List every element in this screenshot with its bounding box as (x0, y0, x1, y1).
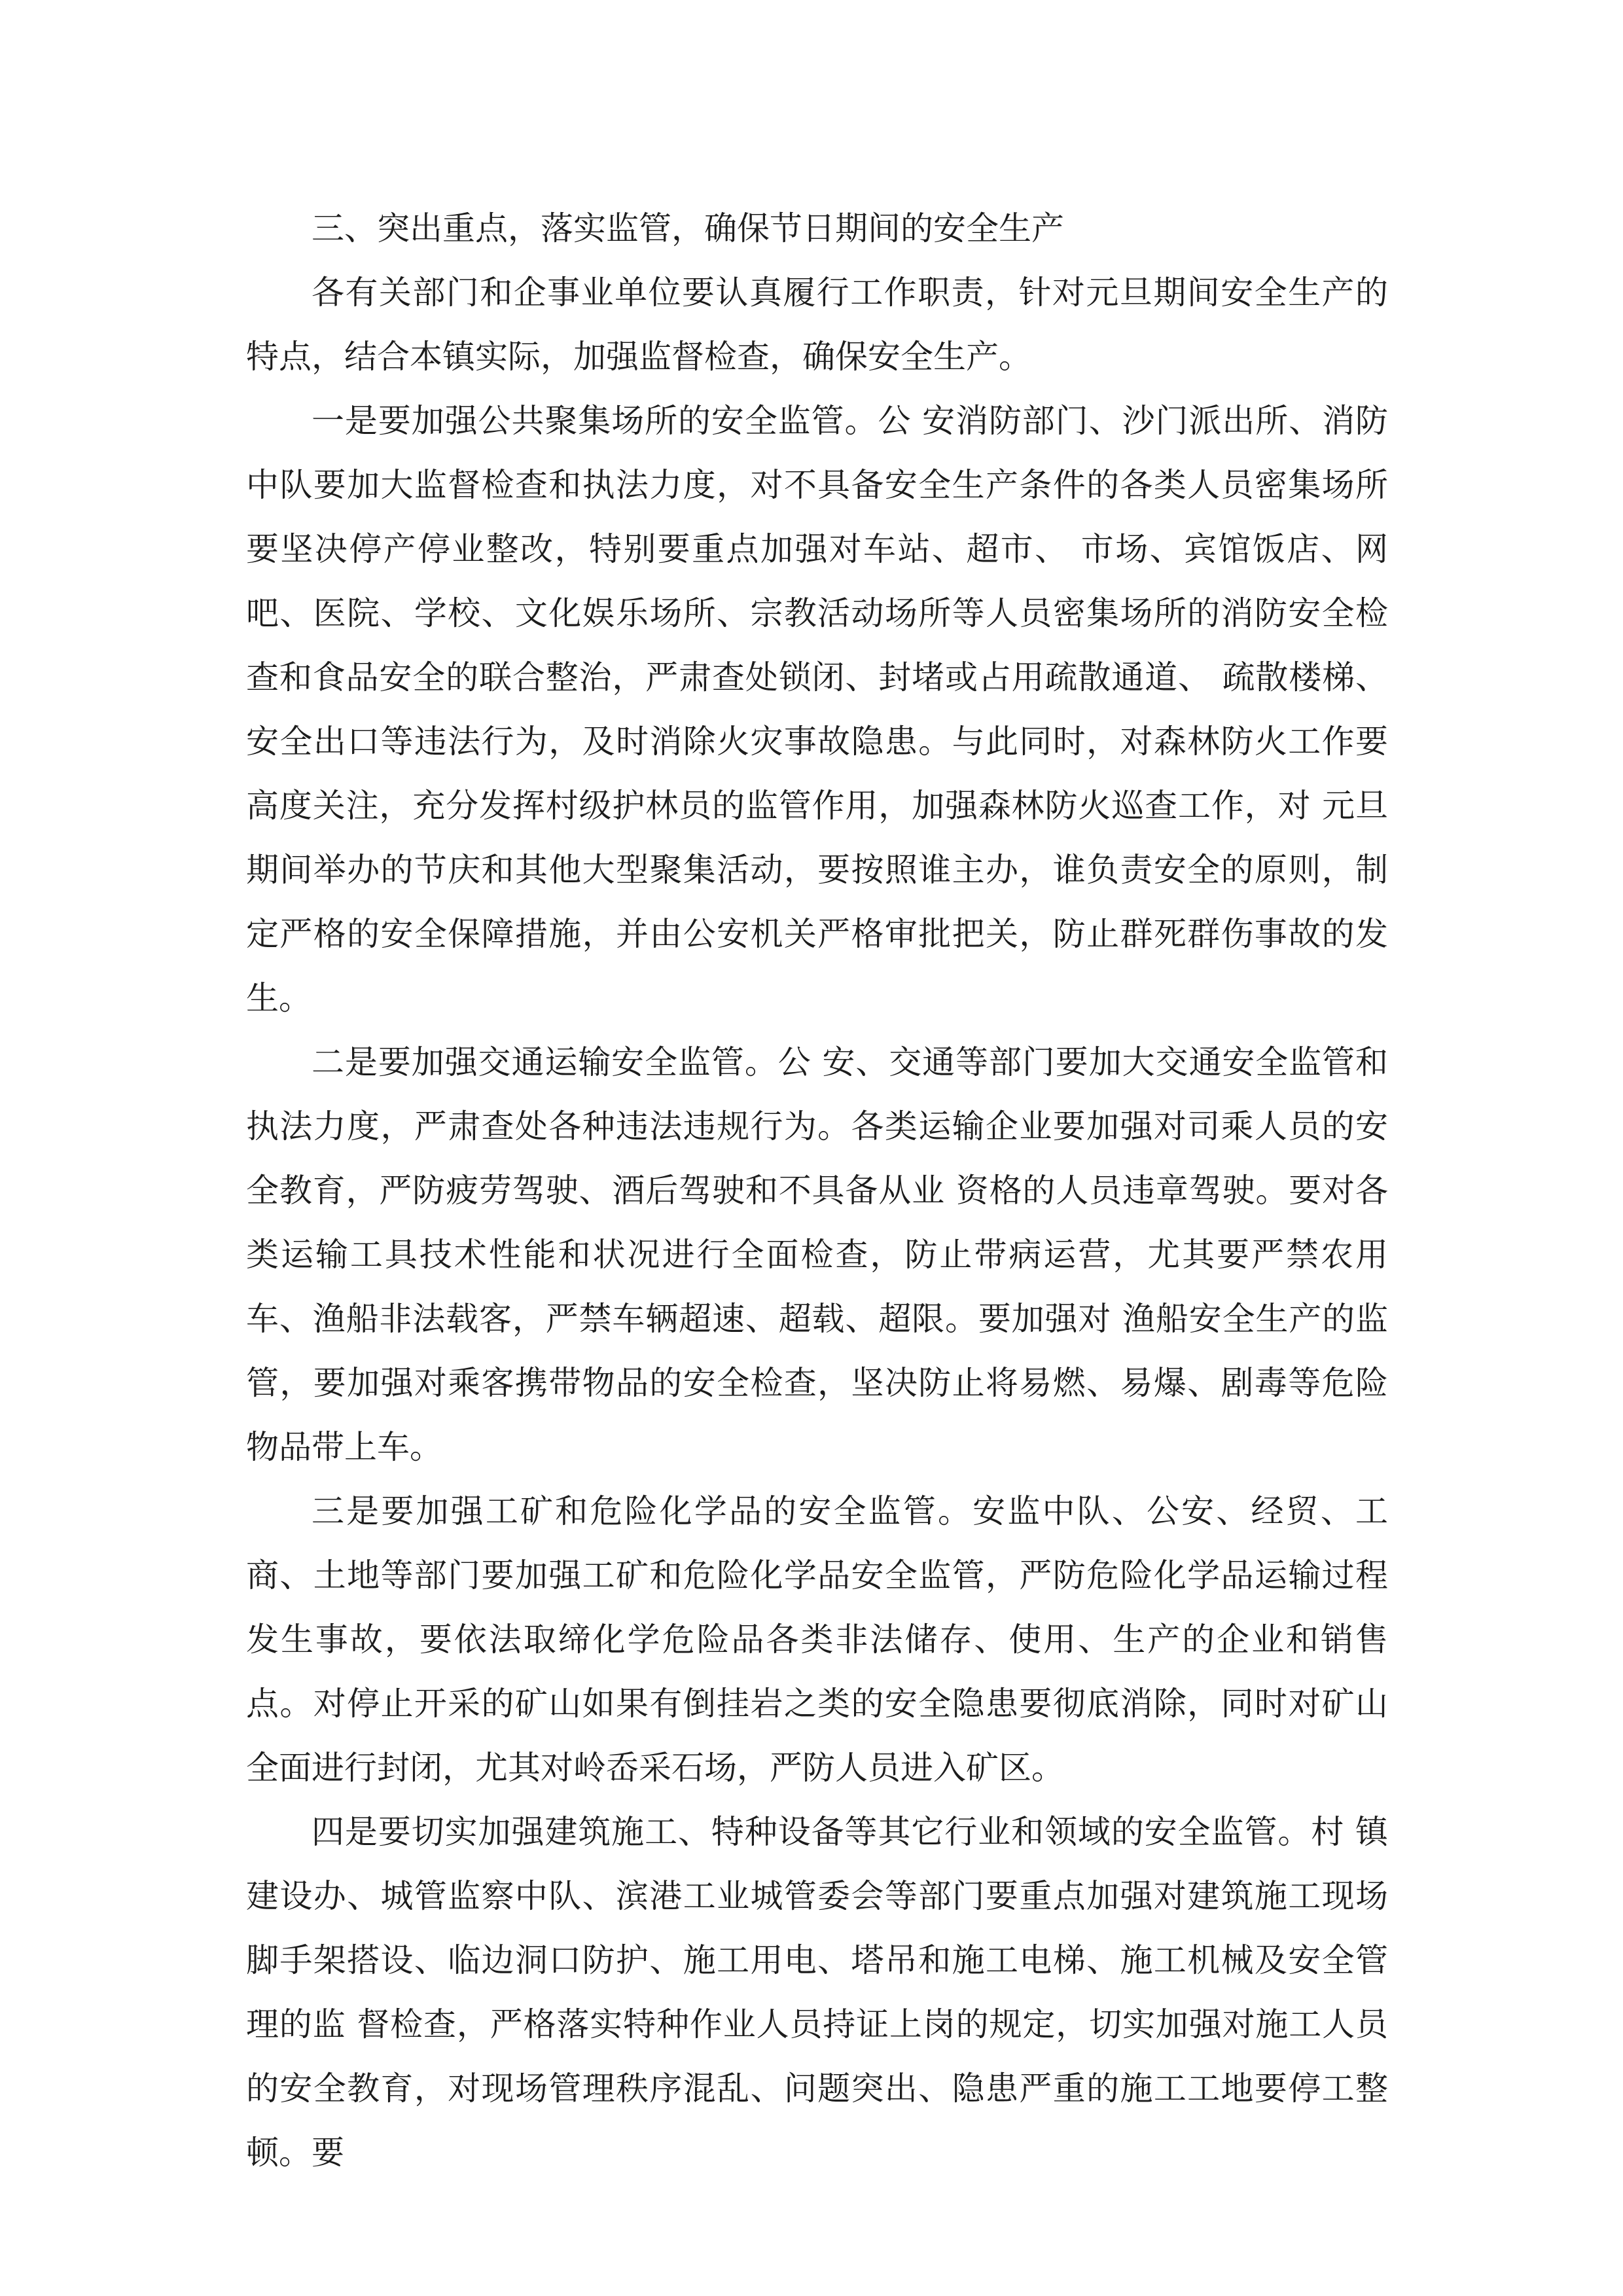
paragraph-construction: 四是要切实加强建筑施工、特种设备等其它行业和领域的安全监管。村 镇建设办、城管监察中队、滨港工业城管委会等部门要重点加强对建筑施工现场脚手架搭设、临边洞口防护、施工用电、塔吊和施工电梯、施工机械及安全管理的监 督检查，严格落实特种作业人员持证上岗的规定，切实加强对施工人员的安全教育，对现场管理秩序混乱、问题突出、隐患严重的施工工地要停工整顿。要 (246, 1813, 1388, 2172)
section-heading: 三、突出重点，落实监管，确保节日期间的安全生产 (312, 209, 1064, 247)
document-body (246, 196, 1388, 2185)
paragraph-mining-chemicals: 三是要加强工矿和危险化学品的安全监管。安监中队、公安、经贸、工商、土地等部门要加强工矿和危险化学品安全监管，严防危险化学品运输过程发生事故，要依法取缔化学危险品各类非法储存、使用、生产的企业和销售点。对停止开采的矿山如果有倒挂岩之类的安全隐患要彻底消除，同时对矿山全面进行封闭，尤其对岭岙采石场，严防人员进入矿区。 (246, 1492, 1388, 1787)
paragraph-transport: 二是要加强交通运输安全监管。公 安、交通等部门要加大交通安全监管和执法力度，严肃查处各种违法违规行为。各类运输企业要加强对司乘人员的安全教育，严防疲劳驾驶、酒后驾驶和不具备从业 资格的人员违章驾驶。要对各类运输工具技术性能和状况进行全面检查，防止带病运营，尤其要严禁农用车、渔船非法载客，严禁车辆超速、超载、超限。要加强对 渔船安全生产的监管，要加强对乘客携带物品的安全检查，坚决防止将易燃、易爆、剧毒等危险物品带上车。 (246, 1043, 1388, 1466)
paragraph-duties: 各有关部门和企事业单位要认真履行工作职责，针对元旦期间安全生产的特点，结合本镇实际，加强监督检查，确保安全生产。 (246, 274, 1388, 376)
paragraph-public-venues: 一是要加强公共聚集场所的安全监管。公 安消防部门、沙门派出所、消防中队要加大监督检查和执法力度，对不具备安全生产条件的各类人员密集场所要坚决停产停业整改，特别要重点加强对车站、超市、 市场、宾馆饭店、网吧、医院、学校、文化娱乐场所、宗教活动场所等人员密集场所的消防安全检查和食品安全的联合整治，严肃查处锁闭、封堵或占用疏散通道、 疏散楼梯、安全出口等违法行为，及时消除火灾事故隐患。与此同时，对森林防火工作要高度关注，充分发挥村级护林员的监管作用，加强森林防火巡查工作，对 元旦期间举办的节庆和其他大型聚集活动，要按照谁主办，谁负责安全的原则，制定严格的安全保障措施，并由公安机关严格审批把关，防止群死群伤事故的发生。 (246, 402, 1388, 1017)
